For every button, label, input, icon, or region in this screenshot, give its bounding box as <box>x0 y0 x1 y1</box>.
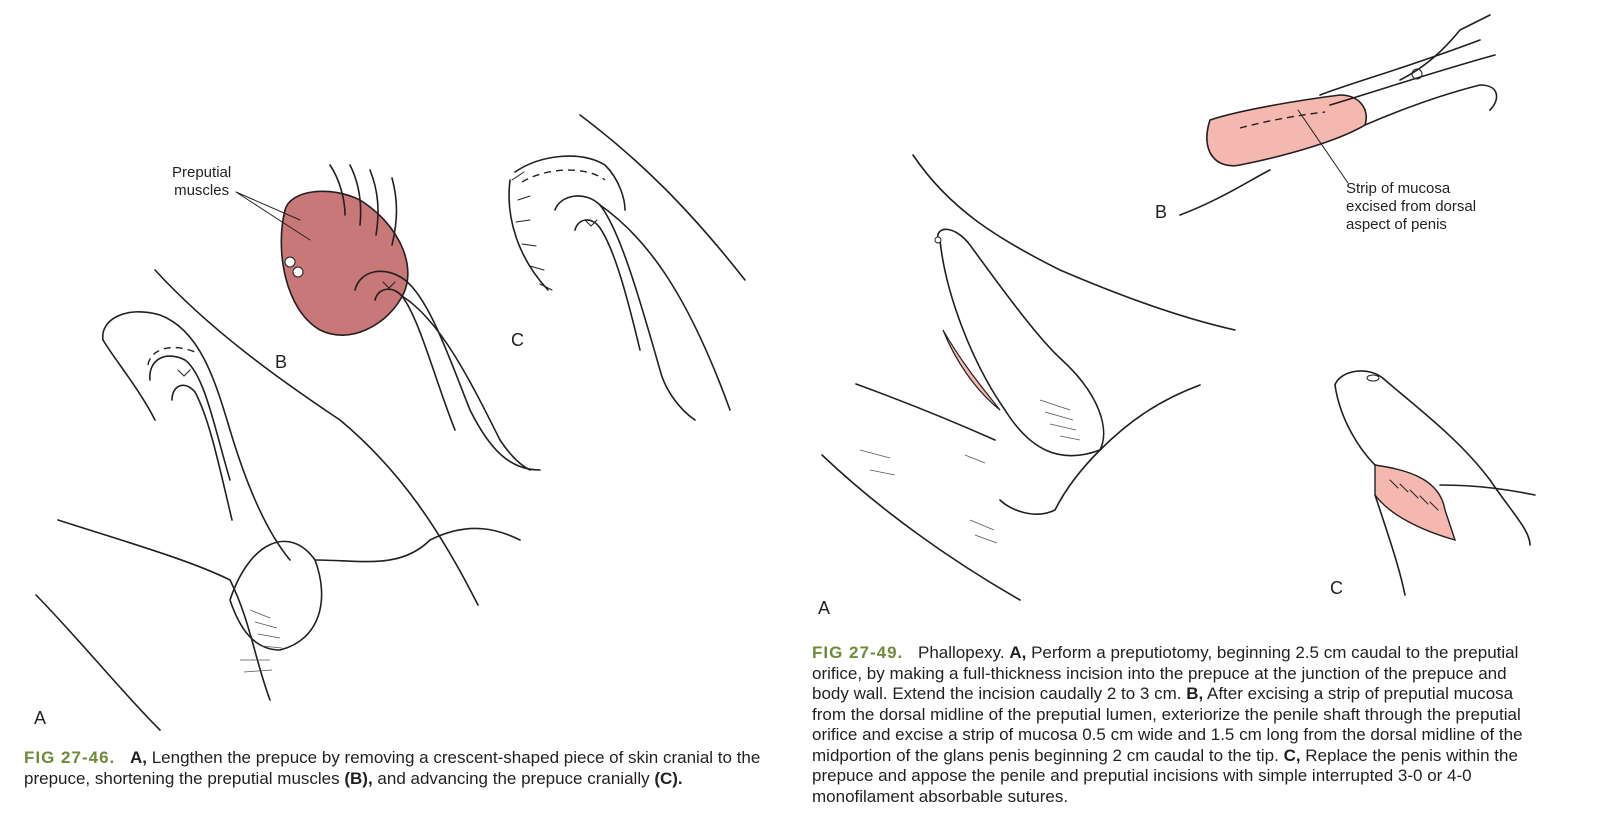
caption-fig-27-46 <box>24 748 764 789</box>
caption-text-c: Replace the penis within the prepuce and appose the penile and preputial incisions with simple interrupted 3-0 or 4-0 monofilament absorbable sutures. <box>812 745 1518 806</box>
caption-intro: Phallopexy. <box>918 643 1010 662</box>
callout-line-1: Strip of mucosa <box>1346 180 1451 197</box>
panel-label-b: B <box>275 352 288 372</box>
panel-label-c: C <box>511 330 524 350</box>
illustration-phallopexy <box>800 0 1600 640</box>
caption-text-2: and advancing the prepuce cranially <box>372 768 655 788</box>
callout-preputial-muscles <box>172 164 231 200</box>
panel-label-c: C <box>1330 578 1343 598</box>
caption-marker-b: (B), <box>344 768 373 788</box>
panel-c-drawing <box>509 115 745 420</box>
panel-label-a: A <box>818 598 831 618</box>
panel-b-drawing <box>281 165 540 470</box>
caption-marker-a: A, <box>130 748 147 767</box>
callout-line-1: Preputial <box>172 164 232 181</box>
caption-marker-b: B, <box>1186 684 1204 703</box>
illustration-prepuce-lengthening <box>0 0 800 740</box>
callout-line-3: aspect of penis <box>1346 216 1447 233</box>
caption-marker-c: C, <box>1283 745 1301 765</box>
panel-label-b: B <box>1155 202 1168 222</box>
caption-text-a: Perform a preputiotomy, beginning 2.5 cm caudal to the preputial orifice, by making a full-thickness incision into the prepuce at the junction of the prepuce and body wall. Extend the incision caudally 2 to 3 cm. <box>812 643 1519 703</box>
callout-line-2: muscles <box>174 182 230 199</box>
panel-a-drawing <box>822 155 1235 600</box>
figure-number: FIG 27-49. <box>812 643 904 662</box>
panel-label-a: A <box>34 708 47 728</box>
caption-text-b: After excising a strip of preputial mucosa from the dorsal midline of the preputial lumen, exteriorize the penile shaft through the preputial orifice and excise a strip of mucosa 0.5 cm wide and 1.5 cm long from the dorsal midline of the midportion of the glans penis beginning 2 cm caudal to the tip. <box>812 684 1523 765</box>
caption-text-1: Lengthen the prepuce by removing a crescent-shaped piece of skin cranial to the prepuce, shortening the preputial muscles <box>24 748 761 788</box>
caption-marker-c: (C). <box>654 768 683 788</box>
caption-fig-27-49 <box>812 643 1537 807</box>
panel-a-drawing <box>36 270 520 730</box>
figure-number: FIG 27-46. <box>24 748 116 767</box>
callout-strip-of-mucosa <box>1346 180 1476 234</box>
panel-c-drawing <box>1335 371 1535 595</box>
caption-marker-a: A, <box>1009 643 1027 662</box>
figure-27-49 <box>800 0 1600 838</box>
callout-line-2: excised from dorsal <box>1346 198 1477 215</box>
